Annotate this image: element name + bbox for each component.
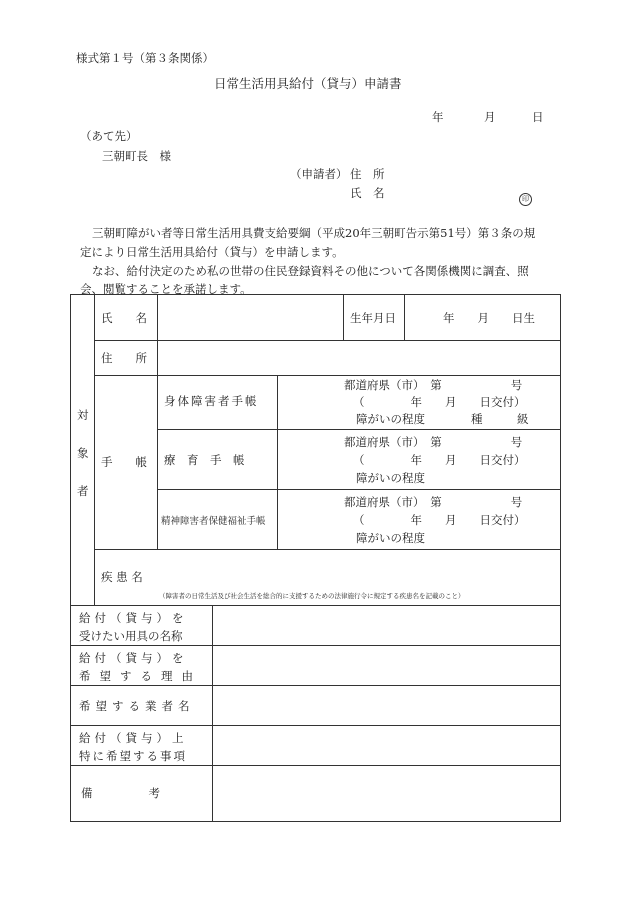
birthdate-label: 生年月日 xyxy=(350,311,396,325)
special-request-field[interactable] xyxy=(213,726,560,764)
name-field[interactable] xyxy=(158,296,342,339)
disease-note: （障害者の日常生活及び社会生活を総合的に支援するための法律施行令に規定する疾患名を記載のこと） xyxy=(159,592,465,600)
equipment-name-label-line-2: 受けたい用具の名称 xyxy=(79,629,183,643)
disease-label: 疾 患 名 xyxy=(101,570,143,584)
divider xyxy=(277,375,278,549)
equipment-name-field[interactable] xyxy=(213,606,560,644)
application-form-table xyxy=(70,294,561,822)
body-paragraph-1-line-1: 三朝町障がい者等日常生活用具費支給要綱（平成20年三朝町告示第51号）第３条の規 xyxy=(92,226,536,240)
remarks-label: 備 考 xyxy=(81,786,162,800)
handbook-mental-issue-date[interactable]: （ 年 月 日交付） xyxy=(353,513,526,527)
divider xyxy=(343,295,344,340)
divider xyxy=(94,375,561,376)
address-label: 住 所 xyxy=(101,351,147,365)
handbook-rehabilitation-number[interactable]: 都道府県（市） 第 号 xyxy=(344,435,523,449)
handbook-rehabilitation-name: 療 育 手 帳 xyxy=(164,453,245,467)
date-month-label: 月 xyxy=(484,110,496,124)
reason-field[interactable] xyxy=(213,646,560,684)
applicant-address-label: 住 所 xyxy=(350,167,385,181)
divider xyxy=(157,489,561,490)
special-request-label-line-2: 特に希望する事項 xyxy=(79,749,187,763)
reason-label-line-2: 希望する理由 xyxy=(79,669,202,683)
date-day-label: 日 xyxy=(532,110,544,124)
handbook-physical-grade[interactable]: 障がいの程度 種 級 xyxy=(356,412,529,426)
document-title: 日常生活用具給付（貸与）申請書 xyxy=(214,76,402,91)
reason-label-line-1: 給付（貸与）を xyxy=(79,651,188,665)
form-number: 様式第１号（第３条関係） xyxy=(76,51,214,65)
seal-mark: 印 xyxy=(519,186,532,206)
handbook-label: 手 帳 xyxy=(101,455,147,469)
handbook-mental-grade[interactable]: 障がいの程度 xyxy=(356,531,425,545)
handbook-physical-issue-date[interactable]: （ 年 月 日交付） xyxy=(353,395,526,409)
vendor-label: 希望する業者名 xyxy=(79,699,195,713)
handbook-rehabilitation-issue-date[interactable]: （ 年 月 日交付） xyxy=(353,453,526,467)
subject-label-char-1: 対 xyxy=(77,408,89,422)
body-paragraph-1-line-2: 定により日常生活用具給付（貸与）を申請します。 xyxy=(80,245,344,259)
divider xyxy=(157,429,561,430)
date-year-label: 年 xyxy=(432,110,444,124)
handbook-mental-name: 精神障害者保健福祉手帳 xyxy=(161,516,266,527)
applicant-name-label: 氏 名 xyxy=(350,186,385,200)
subject-label-char-2: 象 xyxy=(77,446,89,460)
body-paragraph-2-line-1: なお、給付決定のため私の世帯の住民登録資料その他について各関係機関に調査、照 xyxy=(92,264,529,278)
divider xyxy=(404,295,405,340)
addressee-name: 三朝町長 様 xyxy=(102,149,171,163)
special-request-label-line-1: 給付（貸与）上 xyxy=(79,731,188,745)
divider xyxy=(94,295,95,605)
disease-field[interactable] xyxy=(158,550,560,588)
body-paragraph-2-line-2: 会、閲覧することを承諾します。 xyxy=(80,282,252,296)
addressee-label: （あて先） xyxy=(80,129,138,143)
vendor-field[interactable] xyxy=(213,686,560,724)
handbook-physical-name: 身体障害者手帳 xyxy=(164,394,259,408)
handbook-rehabilitation-grade[interactable]: 障がいの程度 xyxy=(356,471,425,485)
birthdate-value[interactable]: 年 月 日生 xyxy=(443,311,535,325)
handbook-physical-number[interactable]: 都道府県（市） 第 号 xyxy=(344,378,523,392)
remarks-field[interactable] xyxy=(213,766,560,821)
applicant-role: （申請者） xyxy=(290,167,348,181)
name-label: 氏 名 xyxy=(101,311,147,325)
handbook-mental-number[interactable]: 都道府県（市） 第 号 xyxy=(344,495,523,509)
subject-label-char-3: 者 xyxy=(77,484,89,498)
address-field[interactable] xyxy=(158,341,560,374)
equipment-name-label-line-1: 給付（貸与）を xyxy=(79,611,188,625)
